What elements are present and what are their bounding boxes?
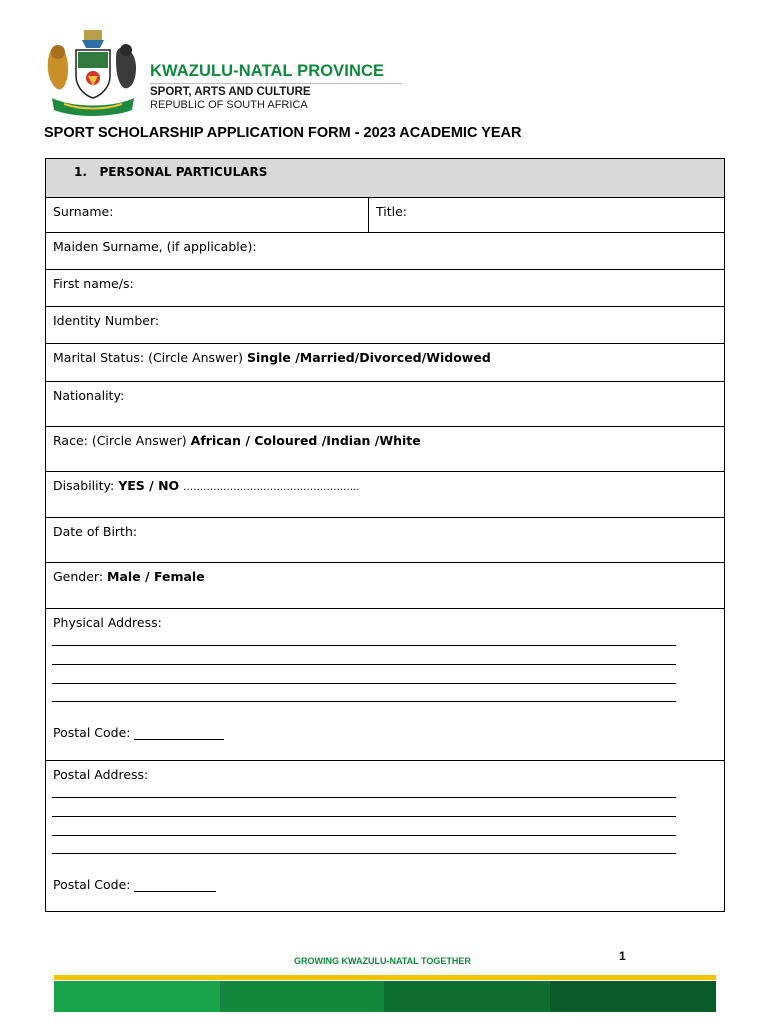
nationality-row [46,382,724,427]
postal-postal-code-field[interactable] [53,877,216,892]
letterhead [44,28,424,118]
postal-code-blank[interactable] [134,878,216,892]
footer-band-segment [384,981,550,1012]
postal-address-label: Postal Address: [53,767,149,782]
province-name: KWAZULU-NATAL PROVINCE [150,62,385,80]
footer-band-segment [54,981,220,1012]
postal-address-line[interactable] [52,835,676,836]
section-header [46,159,724,198]
footer-green-band [54,981,716,1012]
footer-yellow-stripe [54,975,716,980]
gender-options[interactable]: Male / Female [107,569,205,584]
gender-label: Gender: [53,569,104,584]
department-name: SPORT, ARTS AND CULTURE [150,86,311,98]
surname-field[interactable]: Surname: [53,204,114,219]
date-of-birth-row [46,518,724,563]
race-options[interactable]: African / Coloured /Indian /White [190,433,421,448]
footer-slogan: GROWING KWAZULU-NATAL TOGETHER [294,956,471,966]
footer-band-segment [550,981,716,1012]
physical-address-line[interactable] [52,664,676,665]
page-number: 1 [619,949,626,963]
header-divider [150,83,402,84]
race-field[interactable] [53,433,421,448]
postal-code-label: Postal Code: [53,877,131,892]
marital-status-options[interactable]: Single /Married/Divorced/Widowed [246,350,491,365]
postal-address-line[interactable] [52,853,676,854]
date-of-birth-field[interactable]: Date of Birth: [53,524,138,539]
cell-divider [368,198,369,232]
disability-options[interactable]: YES / NO [118,478,180,493]
identity-number-row [46,307,724,344]
postal-address-line[interactable] [52,797,676,798]
race-row [46,427,724,472]
physical-address-row [46,609,724,761]
marital-status-field[interactable] [53,350,491,365]
disability-label: Disability: [53,478,115,493]
gender-row [46,563,724,609]
physical-address-line[interactable] [52,645,676,646]
first-names-field[interactable]: First name/s: [53,276,134,291]
disability-details-line[interactable]: …………………………………………….. [183,482,360,493]
race-label: Race: (Circle Answer) [53,433,187,448]
surname-title-row [46,198,724,233]
postal-code-blank[interactable] [134,726,224,740]
section-title: PERSONAL PARTICULARS [99,165,268,179]
section-number: 1. [74,165,87,179]
postal-code-label: Postal Code: [53,725,131,740]
physical-address-line[interactable] [52,701,676,702]
first-names-row [46,270,724,307]
physical-postal-code-field[interactable] [53,725,224,740]
physical-address-line[interactable] [52,683,676,684]
republic-name: REPUBLIC OF SOUTH AFRICA [150,99,308,111]
form-title: SPORT SCHOLARSHIP APPLICATION FORM - 2023 ACADEMIC YEAR [44,125,522,141]
physical-address-label: Physical Address: [53,615,162,630]
title-field[interactable]: Title: [376,204,407,219]
disability-field[interactable] [53,478,360,493]
maiden-surname-row [46,233,724,270]
marital-status-row [46,344,724,382]
coat-of-arms-logo [44,28,142,120]
personal-particulars-table [45,158,725,912]
maiden-surname-field[interactable]: Maiden Surname, (if applicable): [53,239,257,254]
footer-band-segment [220,981,384,1012]
marital-status-label: Marital Status: (Circle Answer) [53,350,243,365]
postal-address-row [46,761,724,913]
postal-address-line[interactable] [52,816,676,817]
nationality-field[interactable]: Nationality: [53,388,125,403]
gender-field[interactable] [53,569,205,584]
identity-number-field[interactable]: Identity Number: [53,313,160,328]
disability-row [46,472,724,518]
